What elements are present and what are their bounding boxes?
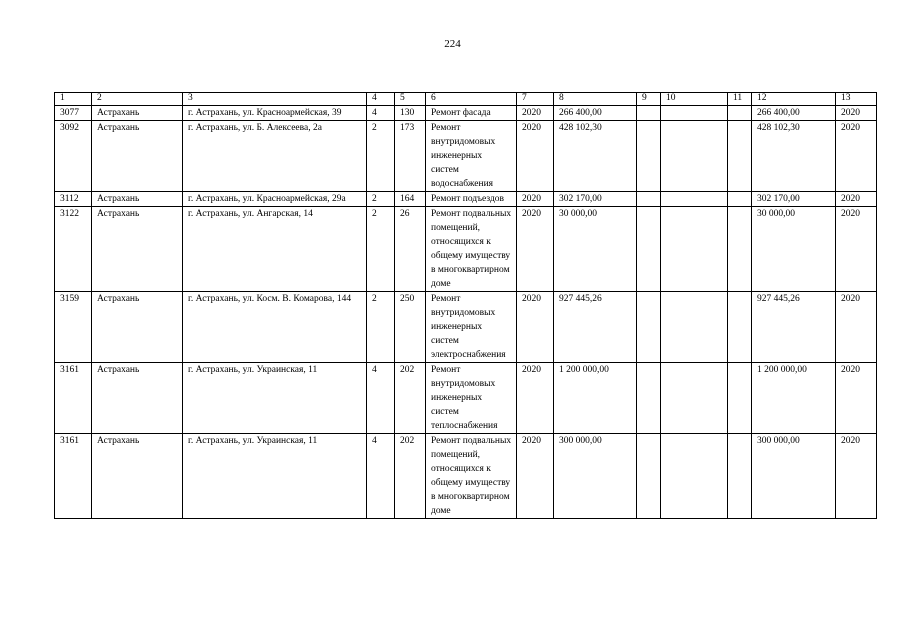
- table-row: [55, 121, 877, 192]
- table-cell: 2020: [517, 121, 554, 192]
- table-cell: 3122: [55, 207, 92, 292]
- column-header: 7: [517, 93, 554, 106]
- table-cell: Ремонт подвальных помещений, относящихся к общему имуществу в многоквартирном доме: [426, 207, 517, 292]
- table-cell: г. Астрахань, ул. Украинская, 11: [183, 434, 367, 519]
- table-row: [55, 207, 877, 292]
- table-cell: Астрахань: [92, 121, 183, 192]
- table-cell: г. Астрахань, ул. Б. Алексеева, 2а: [183, 121, 367, 192]
- column-header: 6: [426, 93, 517, 106]
- table-cell: 4: [367, 106, 395, 121]
- table-cell: 3161: [55, 363, 92, 434]
- table-cell: [661, 207, 728, 292]
- table-cell: 3112: [55, 192, 92, 207]
- column-header: 12: [752, 93, 836, 106]
- table-cell: г. Астрахань, ул. Красноармейская, 39: [183, 106, 367, 121]
- table-row: [55, 363, 877, 434]
- table-cell: 2020: [836, 292, 877, 363]
- table-cell: 173: [395, 121, 426, 192]
- table-row: [55, 434, 877, 519]
- table-cell: [728, 434, 752, 519]
- table-cell: 30 000,00: [752, 207, 836, 292]
- table-cell: 202: [395, 363, 426, 434]
- table-cell: Ремонт внутридомовых инженерных систем теплоснабжения: [426, 363, 517, 434]
- column-header: 2: [92, 93, 183, 106]
- table-cell: [728, 207, 752, 292]
- table-cell: [661, 363, 728, 434]
- table-cell: 428 102,30: [752, 121, 836, 192]
- table-cell: 927 445,26: [752, 292, 836, 363]
- table-cell: 266 400,00: [554, 106, 637, 121]
- table-cell: 164: [395, 192, 426, 207]
- table-cell: 4: [367, 363, 395, 434]
- table-cell: 2020: [517, 106, 554, 121]
- table-cell: [728, 106, 752, 121]
- table-cell: 428 102,30: [554, 121, 637, 192]
- table-cell: 2020: [517, 363, 554, 434]
- table-cell: 2020: [836, 434, 877, 519]
- repair-schedule-table: [54, 92, 877, 519]
- table-cell: [637, 106, 661, 121]
- table-cell: [637, 121, 661, 192]
- table-cell: 3159: [55, 292, 92, 363]
- table-cell: 30 000,00: [554, 207, 637, 292]
- table-cell: [728, 363, 752, 434]
- table-cell: [637, 292, 661, 363]
- table-cell: г. Астрахань, ул. Косм. В. Комарова, 144: [183, 292, 367, 363]
- table-cell: 302 170,00: [752, 192, 836, 207]
- table-cell: 1 200 000,00: [752, 363, 836, 434]
- table-cell: 2: [367, 121, 395, 192]
- table-cell: [637, 192, 661, 207]
- table-cell: 2020: [517, 207, 554, 292]
- table-cell: Астрахань: [92, 292, 183, 363]
- table-cell: Ремонт подвальных помещений, относящихся к общему имуществу в многоквартирном доме: [426, 434, 517, 519]
- table-cell: 2020: [517, 192, 554, 207]
- table-cell: 3161: [55, 434, 92, 519]
- table-cell: 3077: [55, 106, 92, 121]
- table-cell: 2020: [836, 207, 877, 292]
- table-cell: [728, 292, 752, 363]
- column-header: 4: [367, 93, 395, 106]
- table-cell: 4: [367, 434, 395, 519]
- table-cell: 2020: [517, 292, 554, 363]
- table-cell: [661, 292, 728, 363]
- table-cell: Астрахань: [92, 192, 183, 207]
- table-cell: [637, 434, 661, 519]
- table-cell: 2020: [836, 192, 877, 207]
- table-cell: 2: [367, 192, 395, 207]
- table-cell: 2020: [836, 121, 877, 192]
- table-cell: 2020: [836, 363, 877, 434]
- table-cell: 927 445,26: [554, 292, 637, 363]
- table-cell: [728, 121, 752, 192]
- table-cell: 2020: [517, 434, 554, 519]
- column-header: 8: [554, 93, 637, 106]
- table-header-row: [55, 93, 877, 106]
- table-cell: 300 000,00: [752, 434, 836, 519]
- table-cell: [661, 121, 728, 192]
- column-header: 5: [395, 93, 426, 106]
- column-header: 3: [183, 93, 367, 106]
- table-cell: Астрахань: [92, 207, 183, 292]
- column-header: 13: [836, 93, 877, 106]
- table-cell: Ремонт внутридомовых инженерных систем водоснабжения: [426, 121, 517, 192]
- page-number: 224: [444, 38, 461, 50]
- table-cell: Ремонт подъездов: [426, 192, 517, 207]
- table-cell: [637, 207, 661, 292]
- table-cell: 300 000,00: [554, 434, 637, 519]
- column-header: 9: [637, 93, 661, 106]
- table-cell: Ремонт фасада: [426, 106, 517, 121]
- table-cell: 130: [395, 106, 426, 121]
- table-cell: г. Астрахань, ул. Украинская, 11: [183, 363, 367, 434]
- table-row: [55, 192, 877, 207]
- table-cell: 3092: [55, 121, 92, 192]
- table-cell: Астрахань: [92, 106, 183, 121]
- column-header: 11: [728, 93, 752, 106]
- table-cell: Астрахань: [92, 363, 183, 434]
- table-cell: 2020: [836, 106, 877, 121]
- table-cell: [728, 192, 752, 207]
- table-cell: Астрахань: [92, 434, 183, 519]
- table-cell: 202: [395, 434, 426, 519]
- table-cell: [661, 106, 728, 121]
- column-header: 10: [661, 93, 728, 106]
- table-row: [55, 292, 877, 363]
- table-cell: г. Астрахань, ул. Ангарская, 14: [183, 207, 367, 292]
- table-cell: Ремонт внутридомовых инженерных систем электроснабжения: [426, 292, 517, 363]
- table-cell: 266 400,00: [752, 106, 836, 121]
- table-cell: [661, 192, 728, 207]
- column-header: 1: [55, 93, 92, 106]
- table-cell: 302 170,00: [554, 192, 637, 207]
- table-cell: 1 200 000,00: [554, 363, 637, 434]
- table-cell: 2: [367, 207, 395, 292]
- table-cell: 250: [395, 292, 426, 363]
- table-cell: [637, 363, 661, 434]
- table-cell: г. Астрахань, ул. Красноармейская, 29а: [183, 192, 367, 207]
- table-row: [55, 106, 877, 121]
- table-cell: 26: [395, 207, 426, 292]
- table-cell: 2: [367, 292, 395, 363]
- table-cell: [661, 434, 728, 519]
